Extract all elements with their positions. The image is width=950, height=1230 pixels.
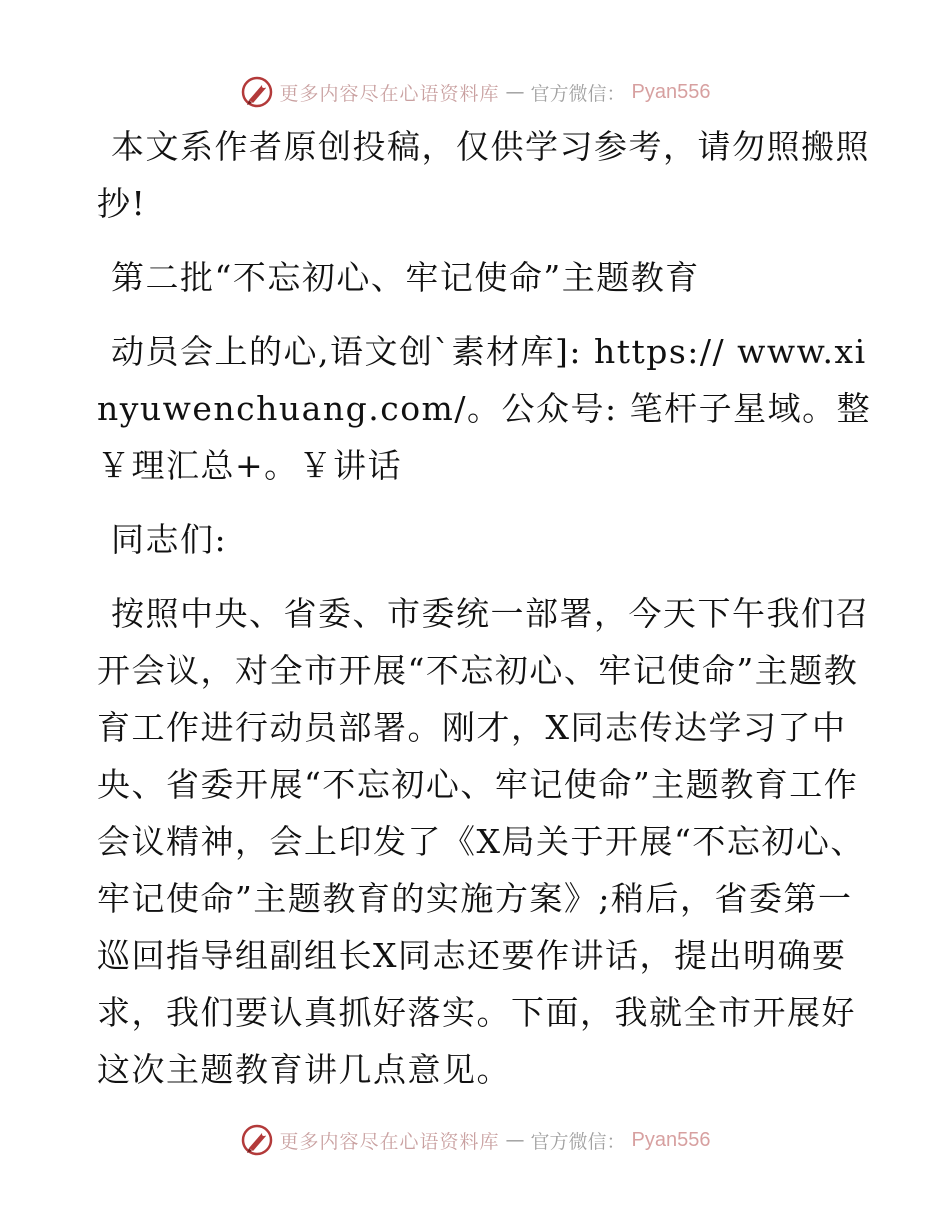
document-subheading: 动员会上的心,语文创`素材库]: https:// www.xinyuwenchuang.com/。公众号: 笔杆子星域。整￥理汇总+。￥讲话 <box>97 332 872 485</box>
banner-wechat-id: Pyan556 <box>631 1128 711 1151</box>
salutation: 同志们: <box>111 520 228 559</box>
banner-text: 更多内容尽在心语资料库 <box>279 1130 500 1153</box>
copyright-notice: 本文系作者原创投稿，仅供学习参考，请勿照搬照抄! <box>97 127 870 223</box>
banner-wechat-id: Pyan556 <box>631 80 711 103</box>
document-heading: 第二批“不忘初心、牢记使命”主题教育 <box>111 258 700 297</box>
banner-dash: — <box>505 81 525 103</box>
banner-wechat-label: 官方微信： <box>530 1130 626 1153</box>
banner-dash: — <box>505 1129 525 1151</box>
body-paragraph: 按照中央、省委、市委统一部署，今天下午我们召开会议，对全市开展“不忘初心、牢记使命”主题教育工作进行动员部署。刚才，X同志传达学习了中央、省委开展“不忘初心、牢记使命”主题教育工作会议精神，会上印发了《X局关于开展“不忘初心、牢记使命”主题教育的实施方案》;稍后，省委第一巡回指导组副组长X同志还要作讲话，提出明确要求，我们要认真抓好落实。下面，我就全市开展好这次主题教育讲几点意见。 <box>97 594 870 1089</box>
pen-logo-icon <box>240 1123 274 1157</box>
footer-watermark-banner <box>0 1120 950 1160</box>
pen-logo-icon <box>240 75 274 109</box>
banner-wechat-label: 官方微信： <box>530 82 626 105</box>
header-watermark-banner <box>0 72 950 112</box>
document-body <box>97 118 877 1098</box>
banner-text: 更多内容尽在心语资料库 <box>279 82 500 105</box>
